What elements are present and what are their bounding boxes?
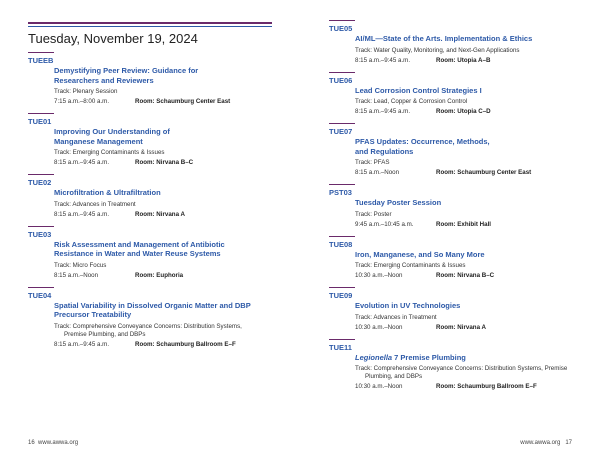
session-track: Track: Comprehensive Conveyance Concerns: Distribution Systems, Premise Plumbing, and DBPs — [54, 322, 242, 338]
session-track: Track: Emerging Contaminants & Issues — [54, 149, 165, 156]
session-code: TUE02 — [28, 178, 52, 187]
page-number: 17 — [565, 440, 572, 446]
session-item — [329, 287, 579, 332]
footer-site: www.awwa.org — [520, 440, 561, 446]
session-divider — [329, 339, 355, 340]
session-code: TUE01 — [28, 117, 52, 126]
session-divider — [329, 123, 355, 124]
session-track: Track: Plenary Session — [54, 88, 118, 95]
session-time: 8:15 a.m.–9:45 a.m. — [54, 159, 110, 166]
session-divider — [329, 72, 355, 73]
session-title: Microfiltration & Ultrafiltration — [54, 188, 161, 197]
session-time: 8:15 a.m.–9:45 a.m. — [355, 56, 411, 64]
session-room: Room: Schaumburg Ballroom E–F — [436, 383, 537, 390]
session-time: 8:15 a.m.–9:45 a.m. — [54, 340, 110, 348]
session-divider — [329, 287, 355, 288]
session-item — [28, 52, 278, 106]
header-rule — [28, 22, 272, 27]
session-track: Track: Advances in Treatment — [54, 200, 136, 208]
session-room: Room: Nirvana A — [436, 323, 486, 331]
session-time: 10:30 a.m.–Noon — [355, 383, 403, 390]
session-code: TUE09 — [329, 291, 353, 300]
page-title: Tuesday, November 19, 2024 — [28, 31, 198, 46]
footer-left — [28, 440, 78, 446]
session-title-rest: 7 Premise Plumbing — [392, 352, 466, 362]
session-track: Track: Micro Focus — [54, 261, 107, 269]
session-list-left — [28, 52, 278, 349]
session-room: Room: Schaumburg Center East — [135, 98, 231, 105]
session-time: 8:15 a.m.–Noon — [54, 271, 99, 279]
session-title: Tuesday Poster Session — [355, 198, 442, 207]
session-title-italic: Legionella — [355, 352, 393, 362]
session-track: Track: Comprehensive Conveyance Concerns: Distribution Systems, Premise Plumbing, and DBPs — [355, 365, 568, 380]
session-code: TUE08 — [329, 239, 353, 249]
footer-site: www.awwa.org — [38, 440, 79, 446]
session-item — [329, 236, 579, 281]
session-item — [329, 184, 579, 229]
footer-right — [520, 440, 572, 446]
session-title — [355, 353, 579, 363]
session-code: TUE05 — [329, 24, 353, 33]
session-time: 8:15 a.m.–9:45 a.m. — [54, 210, 110, 218]
session-item — [28, 287, 278, 349]
session-time: 8:15 a.m.–9:45 a.m. — [355, 108, 411, 115]
session-room: Room: Exhibit Hall — [436, 220, 492, 228]
session-title: Risk Assessment and Management of Antibiotic Resistance in Water and Water Reuse Systems — [54, 239, 225, 258]
session-divider — [329, 184, 355, 185]
session-title: Improving Our Understanding of Manganese Management — [54, 127, 170, 146]
session-item — [329, 20, 579, 65]
session-code: TUE07 — [329, 127, 353, 136]
session-divider — [28, 287, 54, 288]
session-divider — [28, 226, 54, 227]
session-divider — [28, 113, 54, 114]
session-room: Room: Utopia A–B — [436, 56, 491, 64]
session-title: Evolution in UV Technologies — [355, 301, 461, 310]
session-time: 7:15 a.m.–8:00 a.m. — [54, 98, 110, 105]
session-title: PFAS Updates: Occurrence, Methods, and Regulations — [355, 137, 490, 156]
session-item — [28, 174, 278, 219]
session-code: TUE11 — [329, 342, 352, 352]
session-room: Room: Schaumburg Center East — [436, 169, 532, 176]
session-code: TUE03 — [28, 229, 52, 239]
session-room: Room: Schaumburg Ballroom E–F — [135, 340, 236, 348]
page-number: 16 — [28, 440, 35, 446]
session-track: Track: PFAS — [355, 159, 390, 166]
right-page — [300, 0, 600, 463]
session-code: TUEEB — [28, 56, 54, 65]
session-track: Track: Lead, Copper & Corrosion Control — [355, 98, 468, 105]
session-title: Iron, Manganese, and So Many More — [355, 249, 485, 259]
session-time: 10:30 a.m.–Noon — [355, 272, 403, 279]
session-code: TUE06 — [329, 75, 353, 85]
session-track: Track: Poster — [355, 210, 392, 218]
session-code: PST03 — [329, 188, 352, 197]
session-title: Lead Corrosion Control Strategies I — [355, 85, 482, 95]
session-item — [329, 123, 579, 177]
session-divider — [329, 20, 355, 21]
session-time: 8:15 a.m.–Noon — [355, 169, 400, 176]
session-divider — [329, 236, 355, 237]
session-item — [28, 226, 278, 280]
session-room: Room: Euphoria — [135, 271, 184, 279]
session-list-right — [329, 20, 579, 391]
session-room: Room: Nirvana A — [135, 210, 185, 218]
session-time: 10:30 a.m.–Noon — [355, 323, 403, 331]
session-track: Track: Water Quality, Monitoring, and Next-Gen Applications — [355, 46, 520, 54]
session-title: AI/ML—State of the Arts. Implementation & Ethics — [355, 34, 533, 43]
session-time: 9:45 a.m.–10:45 a.m. — [355, 220, 414, 228]
session-title: Demystifying Peer Review: Guidance for Researchers and Reviewers — [54, 66, 199, 85]
session-item — [329, 72, 579, 117]
session-code: TUE04 — [28, 290, 52, 300]
session-item — [329, 339, 579, 392]
session-divider — [28, 174, 54, 175]
session-item — [28, 113, 278, 167]
session-divider — [28, 52, 54, 53]
session-title: Spatial Variability in Dissolved Organic Matter and DBP Precursor Treatability — [54, 300, 251, 319]
session-track: Track: Emerging Contaminants & Issues — [355, 262, 466, 269]
session-track: Track: Advances in Treatment — [355, 313, 437, 321]
session-room: Room: Nirvana B–C — [135, 159, 194, 166]
session-room: Room: Utopia C–D — [436, 108, 491, 115]
session-room: Room: Nirvana B–C — [436, 272, 495, 279]
